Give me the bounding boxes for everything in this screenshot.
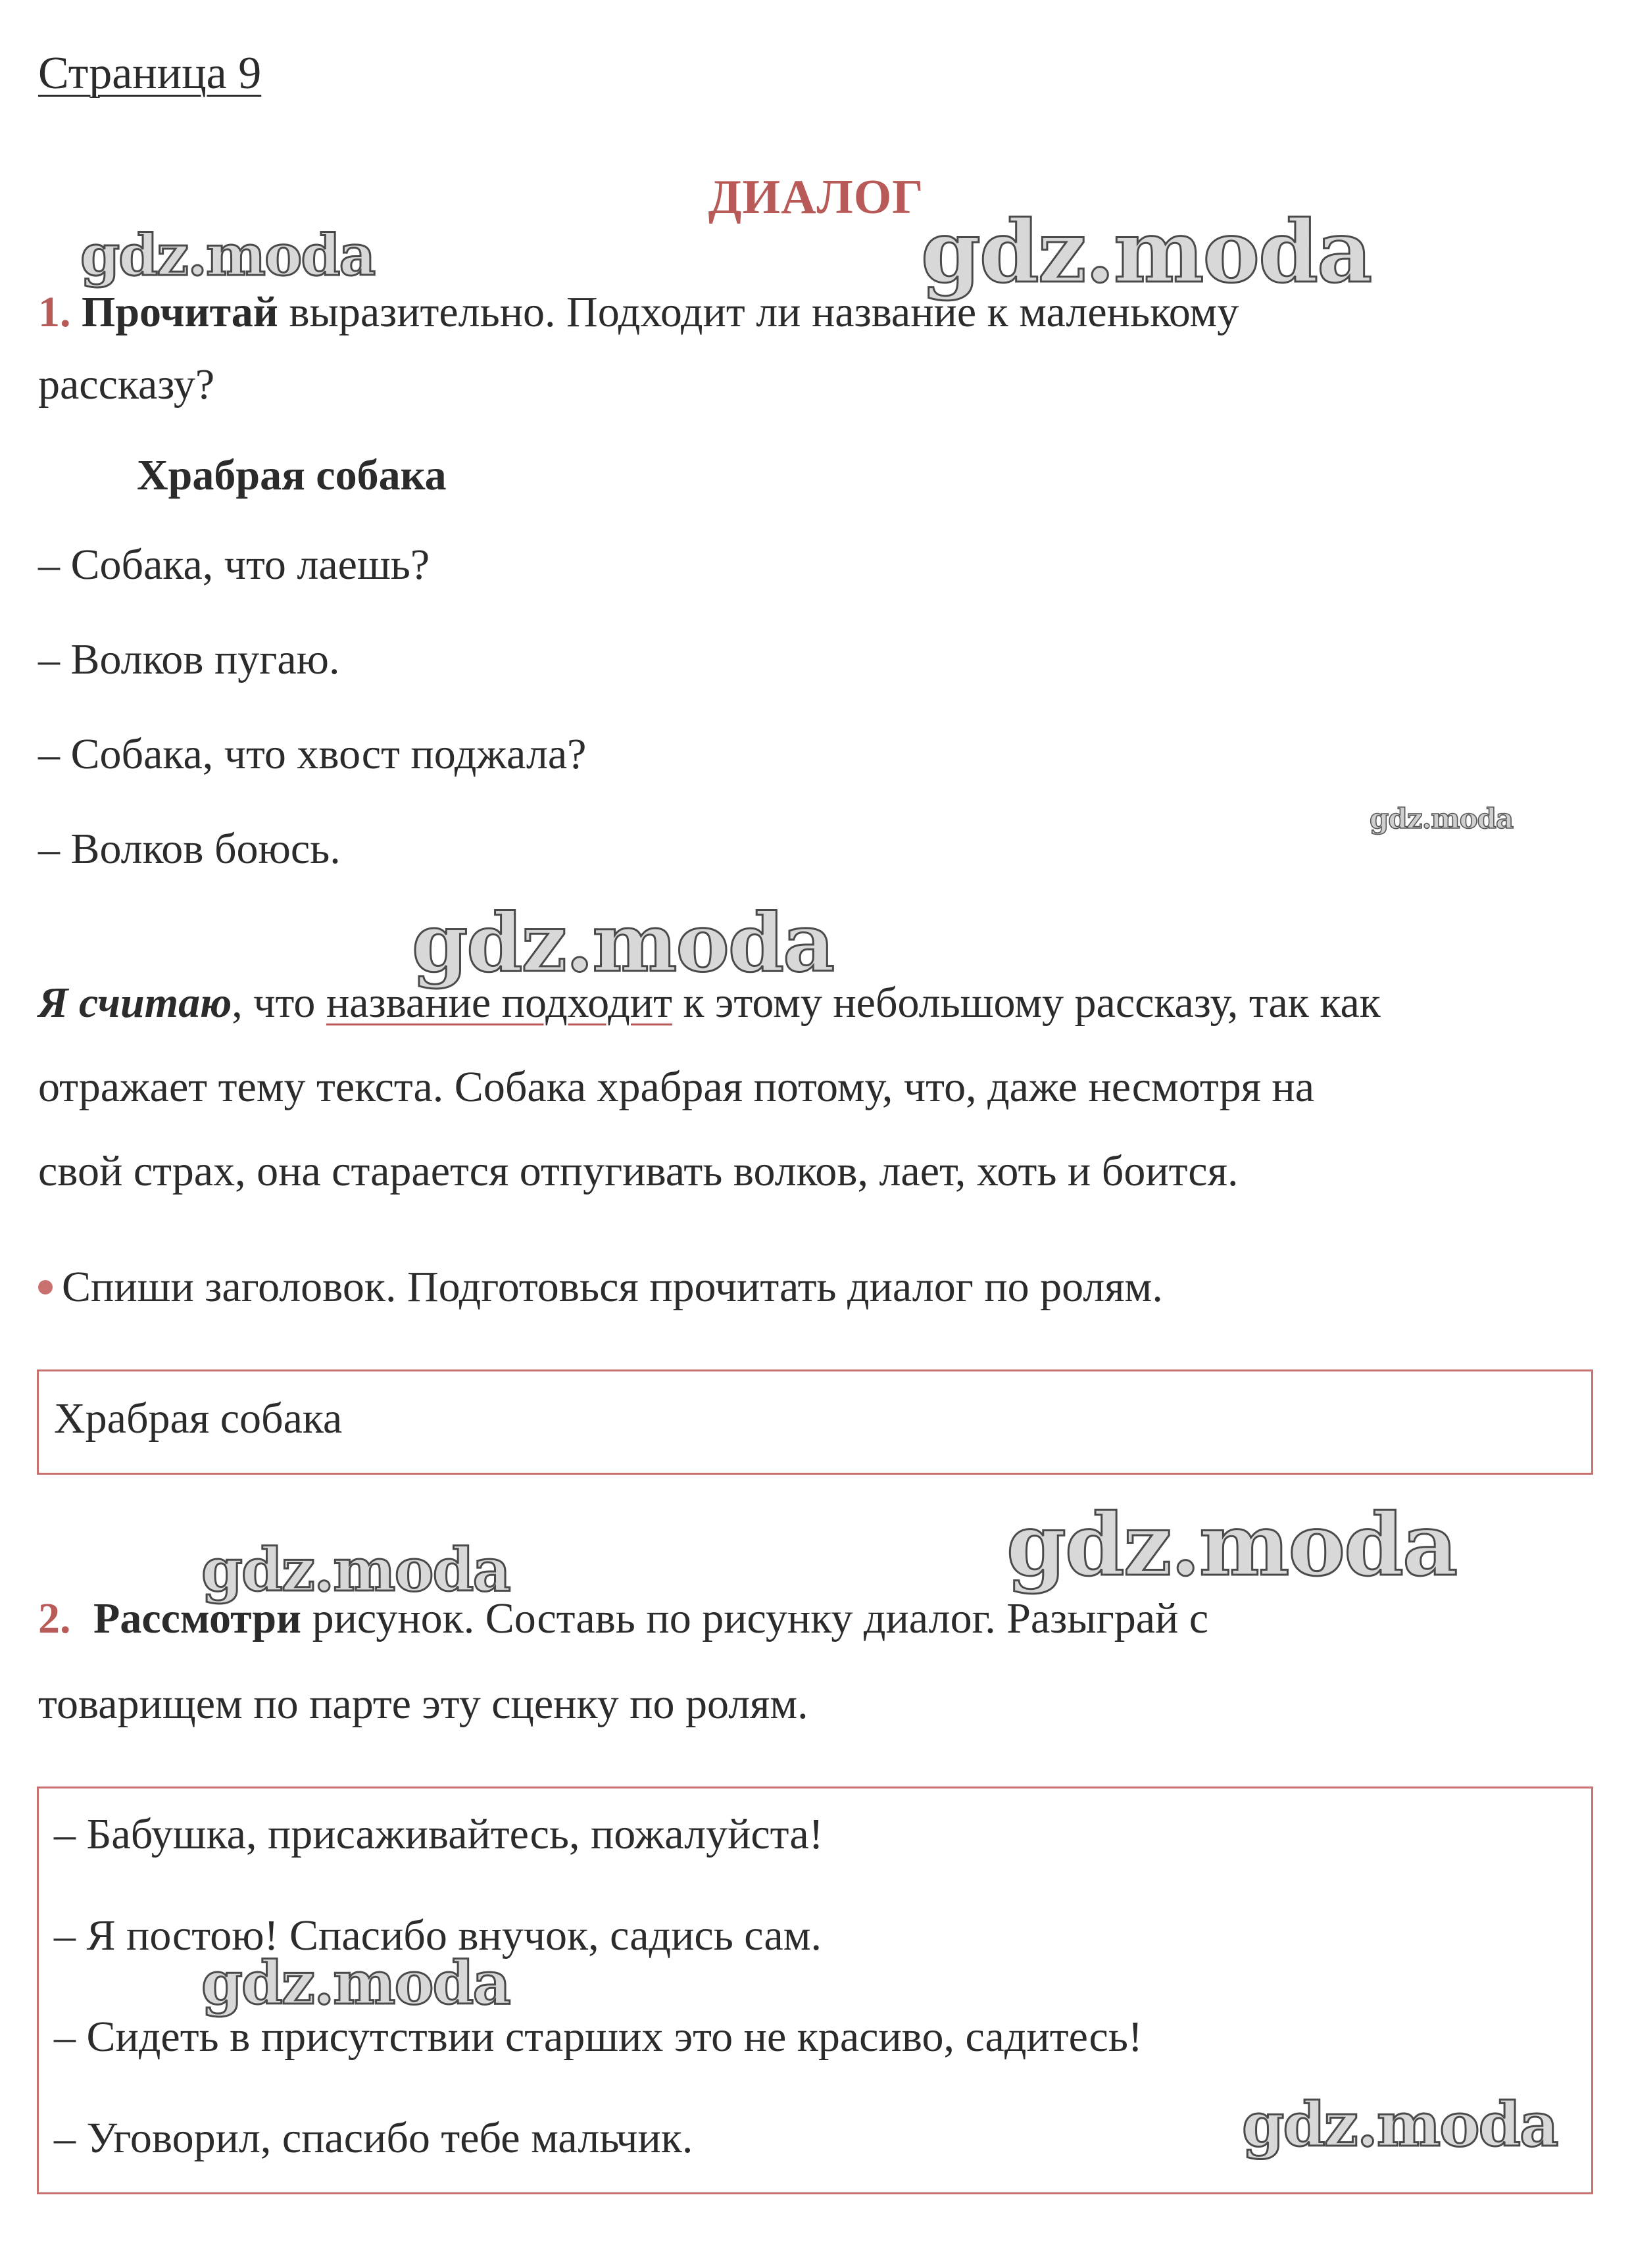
dialog-line: – Собака, что лаешь? xyxy=(38,541,430,589)
dialog-line: – Бабушка, присаживайтесь, пожалуйста! xyxy=(54,1810,824,1858)
dialog-line: – Собака, что хвост поджала? xyxy=(38,730,587,778)
answer-underlined: название подходит xyxy=(326,979,672,1027)
dialog-line: – Волков боюсь. xyxy=(38,825,341,873)
watermark: gdz.moda xyxy=(412,895,834,990)
section-heading: ДИАЛОГ xyxy=(708,170,924,224)
task1-number: 1. xyxy=(38,288,71,336)
task2-text: рисунок. Составь по рисунку диалог. Разыграй с xyxy=(301,1594,1209,1642)
watermark: gdz.moda xyxy=(1242,2089,1558,2160)
task2-verb: Рассмотри xyxy=(93,1594,302,1642)
answer-box-text: Храбрая собака xyxy=(54,1394,343,1442)
dialog-line: – Волков пугаю. xyxy=(38,635,340,683)
watermark: gdz.moda xyxy=(201,1535,510,1605)
task1-line2: рассказу? xyxy=(38,360,215,408)
task1-verb: Прочитай xyxy=(82,288,278,336)
dialog-line: – Сидеть в присутствии старших это не красиво, садитесь! xyxy=(54,2013,1143,2061)
watermark: gdz.moda xyxy=(80,222,375,289)
dialog-line: – Уговорил, спасибо тебе мальчик. xyxy=(54,2114,693,2162)
answer-part: к этому небольшому рассказу, так как xyxy=(672,979,1381,1027)
page-title: Страница 9 xyxy=(38,48,262,99)
answer-line3: свой страх, она старается отпугивать волков, лает, хоть и боится. xyxy=(38,1147,1239,1195)
watermark: gdz.moda xyxy=(1370,802,1514,835)
bullet-icon xyxy=(38,1280,53,1294)
subtask-text: Спиши заголовок. Подготовься прочитать диалог по ролям. xyxy=(62,1263,1163,1311)
answer-part: , что xyxy=(232,979,326,1027)
task1-text: выразительно. Подходит ли название к маленькому xyxy=(278,288,1239,336)
dialog-line: – Я постою! Спасибо внучок, садись сам. xyxy=(54,1911,822,1960)
answer-lead: Я считаю xyxy=(38,979,232,1027)
task2-number: 2. xyxy=(38,1594,71,1642)
answer-line2: отражает тему текста. Собака храбрая потому, что, даже несмотря на xyxy=(38,1063,1315,1111)
watermark: gdz.moda xyxy=(1006,1494,1457,1595)
story-title: Храбрая собака xyxy=(137,451,447,499)
subtask xyxy=(38,1263,1163,1311)
watermark: gdz.moda xyxy=(201,1948,510,2018)
task2-line2: товарищем по парте эту сценку по ролям. xyxy=(38,1680,808,1728)
watermark: gdz.moda xyxy=(921,201,1372,302)
